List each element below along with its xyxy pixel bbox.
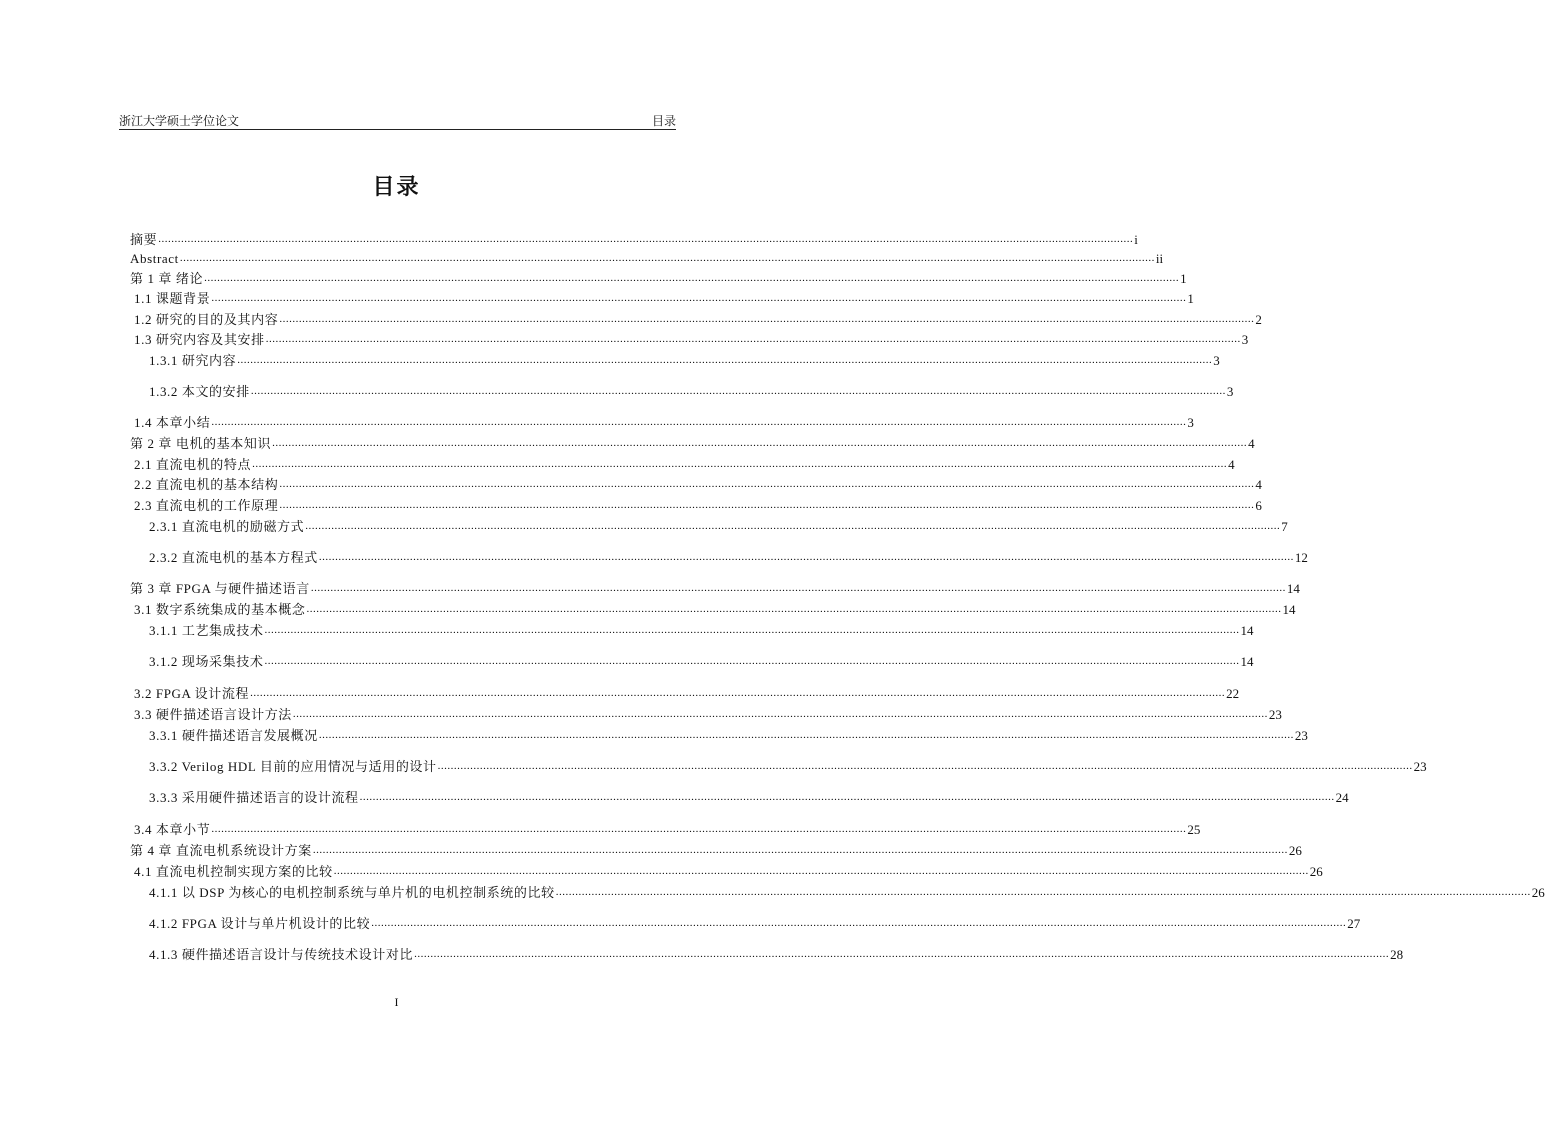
toc-entry-page: 1 [1187, 291, 1194, 306]
header-thesis-title: 浙江大学硕士学位论文 [119, 114, 240, 128]
toc-entry-title: 2.3.1 直流电机的励磁方式 [149, 519, 305, 534]
page-number: I [394, 995, 399, 1009]
toc-entry-title: 第 1 章 绪论 [130, 271, 204, 286]
toc-entry[interactable] [149, 913, 1361, 933]
toc-entry-title: 1.3 研究内容及其安排 [134, 332, 265, 347]
toc-entry[interactable] [134, 704, 1282, 724]
toc-leader-dots: ............................................................................................................................................................................................................................................................................................................ [437, 760, 1413, 772]
toc-entry[interactable] [134, 683, 1240, 703]
toc-entry[interactable] [149, 516, 1288, 536]
toc-entry[interactable] [149, 944, 1404, 964]
toc-entry-page: 6 [1255, 498, 1262, 513]
toc-leader-dots: ............................................................................................................................................................................................................................................................................................................ [279, 478, 1255, 490]
toc-entry-title: 1.3.1 研究内容 [149, 353, 237, 368]
toc-entry-page: 14 [1282, 602, 1296, 617]
toc-entry-title: 1.1 课题背景 [134, 291, 211, 306]
toc-entry-page: 3 [1213, 353, 1220, 368]
toc-entry[interactable] [149, 547, 1308, 567]
toc-entry-title: 2.3.2 直流电机的基本方程式 [149, 550, 318, 565]
toc-entry[interactable] [134, 329, 1249, 349]
toc-entry-page: 22 [1226, 686, 1240, 701]
toc-entry[interactable] [149, 651, 1254, 671]
toc-leader-dots: ............................................................................................................................................................................................................................................................................................................ [312, 844, 1288, 856]
toc-entry-page: 23 [1268, 707, 1282, 722]
toc-entry-title: 3.1 数字系统集成的基本概念 [134, 602, 306, 617]
toc-entry-title: 第 2 章 电机的基本知识 [130, 436, 272, 451]
toc-leader-dots: ............................................................................................................................................................................................................................................................................................................ [237, 354, 1213, 366]
toc-entry[interactable] [134, 495, 1262, 515]
toc-entry-title: 摘要 [130, 232, 158, 247]
toc-leader-dots: ............................................................................................................................................................................................................................................................................................................ [310, 582, 1286, 594]
toc-entry-page: 3 [1241, 332, 1249, 347]
toc-entry-page: i [1134, 232, 1138, 247]
toc-entry-title: 4.1.2 FPGA 设计与单片机设计的比较 [149, 916, 371, 931]
toc-leader-dots: ............................................................................................................................................................................................................................................................................................................ [179, 252, 1155, 264]
toc-leader-dots: ............................................................................................................................................................................................................................................................................................................ [305, 520, 1281, 532]
toc-entry-page: 14 [1286, 581, 1300, 596]
toc-entry-page: 23 [1413, 759, 1427, 774]
toc-leader-dots: ............................................................................................................................................................................................................................................................................................................ [318, 729, 1294, 741]
toc-entry-page: 12 [1294, 550, 1308, 565]
toc-leader-dots: ............................................................................................................................................................................................................................................................................................................ [265, 333, 1241, 345]
toc-leader-dots: ............................................................................................................................................................................................................................................................................................................ [279, 313, 1255, 325]
toc-entry[interactable] [149, 787, 1349, 807]
toc-entry-title: 4.1 直流电机控制实现方案的比较 [134, 864, 333, 879]
toc-entry-title: 3.3.3 采用硬件描述语言的设计流程 [149, 790, 359, 805]
toc-entry-page: 26 [1288, 843, 1302, 858]
toc-entry-title: 3.4 本章小节 [134, 822, 211, 837]
toc-entry-page: 26 [1531, 885, 1545, 900]
toc-entry[interactable] [149, 756, 1427, 776]
toc-leader-dots: ............................................................................................................................................................................................................................................................................................................ [371, 917, 1347, 929]
toc-entry-page: 3 [1187, 415, 1194, 430]
toc-leader-dots: ............................................................................................................................................................................................................................................................................................................ [359, 791, 1335, 803]
toc-entry-title: 3.1.1 工艺集成技术 [149, 623, 264, 638]
toc-leader-dots: ............................................................................................................................................................................................................................................................................................................ [250, 687, 1226, 699]
toc-entry[interactable] [149, 725, 1308, 745]
toc-entry[interactable] [149, 381, 1234, 401]
toc-leader-dots: ............................................................................................................................................................................................................................................................................................................ [211, 823, 1187, 835]
page-title: 目录 [372, 175, 421, 200]
toc-entry-page: 1 [1180, 271, 1187, 286]
toc-entry-title: Abstract [130, 251, 179, 266]
toc-entry-page: 23 [1294, 728, 1308, 743]
toc-entry-page: 24 [1335, 790, 1349, 805]
toc-entry-title: 1.4 本章小结 [134, 415, 211, 430]
header-divider [119, 129, 676, 130]
header-section-title: 目录 [651, 114, 676, 128]
toc-leader-dots: ............................................................................................................................................................................................................................................................................................................ [264, 655, 1240, 667]
toc-entry-title: 3.1.2 现场采集技术 [149, 654, 264, 669]
toc-entry-title: 1.3.2 本文的安排 [149, 384, 250, 399]
toc-entry-page: 7 [1281, 519, 1288, 534]
toc-entry[interactable] [130, 578, 1300, 598]
toc-entry-title: 3.3.1 硬件描述语言发展概况 [149, 728, 318, 743]
toc-leader-dots: ............................................................................................................................................................................................................................................................................................................ [414, 948, 1390, 960]
toc-entry[interactable] [134, 819, 1201, 839]
running-header [119, 113, 676, 129]
toc-leader-dots: ............................................................................................................................................................................................................................................................................................................ [306, 603, 1282, 615]
toc-entry-title: 第 3 章 FPGA 与硬件描述语言 [130, 581, 310, 596]
toc-entry-title: 2.2 直流电机的基本结构 [134, 477, 279, 492]
toc-leader-dots: ............................................................................................................................................................................................................................................................................................................ [204, 272, 1180, 284]
toc-entry-page: ii [1155, 251, 1164, 266]
toc-entry[interactable] [134, 309, 1262, 329]
toc-leader-dots: ............................................................................................................................................................................................................................................................................................................ [211, 292, 1187, 304]
toc-entry-title: 1.2 研究的目的及其内容 [134, 312, 279, 327]
toc-entry-title: 3.3 硬件描述语言设计方法 [134, 707, 292, 722]
toc-leader-dots: ............................................................................................................................................................................................................................................................................................................ [318, 551, 1294, 563]
toc-entry[interactable] [134, 474, 1262, 494]
toc-leader-dots: ............................................................................................................................................................................................................................................................................................................ [250, 385, 1226, 397]
toc-entry-title: 4.1.1 以 DSP 为核心的电机控制系统与单片机的电机控制系统的比较 [149, 885, 555, 900]
toc-entry[interactable] [130, 229, 1138, 249]
toc-leader-dots: ............................................................................................................................................................................................................................................................................................................ [333, 865, 1309, 877]
toc-leader-dots: ............................................................................................................................................................................................................................................................................................................ [279, 499, 1255, 511]
toc-entry[interactable] [130, 840, 1302, 860]
toc-entry[interactable] [149, 620, 1254, 640]
toc-entry-page: 3 [1226, 384, 1234, 399]
toc-entry-title: 第 4 章 直流电机系统设计方案 [130, 843, 312, 858]
toc-entry[interactable] [149, 882, 1545, 902]
toc-leader-dots: ............................................................................................................................................................................................................................................................................................................ [252, 458, 1228, 470]
toc-leader-dots: ............................................................................................................................................................................................................................................................................................................ [264, 624, 1240, 636]
toc-entry-title: 2.1 直流电机的特点 [134, 457, 252, 472]
toc-leader-dots: ............................................................................................................................................................................................................................................................................................................ [272, 437, 1248, 449]
toc-entry-page: 2 [1255, 312, 1262, 327]
toc-entry-title: 3.2 FPGA 设计流程 [134, 686, 250, 701]
toc-entry-page: 27 [1347, 916, 1361, 931]
toc-leader-dots: ............................................................................................................................................................................................................................................................................................................ [555, 886, 1531, 898]
toc-entry-title: 2.3 直流电机的工作原理 [134, 498, 279, 513]
toc-entry-title: 3.3.2 Verilog HDL 目前的应用情况与适用的设计 [149, 759, 437, 774]
toc-entry[interactable] [134, 599, 1296, 619]
toc-entry-page: 28 [1390, 947, 1404, 962]
toc-entry-page: 14 [1240, 654, 1254, 669]
toc-entry-page: 4 [1248, 436, 1255, 451]
toc-entry[interactable] [134, 454, 1235, 474]
toc-entry[interactable] [130, 268, 1187, 288]
toc-entry[interactable] [134, 288, 1194, 308]
toc-entry-page: 25 [1187, 822, 1201, 837]
toc-entry[interactable] [134, 861, 1323, 881]
toc-entry[interactable] [149, 350, 1220, 370]
toc-entry-title: 4.1.3 硬件描述语言设计与传统技术设计对比 [149, 947, 414, 962]
toc-entry-page: 4 [1228, 457, 1235, 472]
toc-entry-page: 4 [1255, 477, 1262, 492]
toc-entry-page: 14 [1240, 623, 1254, 638]
toc-leader-dots: ............................................................................................................................................................................................................................................................................................................ [211, 416, 1187, 428]
toc-entry[interactable] [130, 248, 1164, 268]
toc-leader-dots: ............................................................................................................................................................................................................................................................................................................ [292, 708, 1268, 720]
toc-leader-dots: ............................................................................................................................................................................................................................................................................................................ [158, 233, 1134, 245]
toc-entry[interactable] [134, 412, 1194, 432]
toc-entry[interactable] [130, 433, 1255, 453]
toc-entry-page: 26 [1309, 864, 1323, 879]
